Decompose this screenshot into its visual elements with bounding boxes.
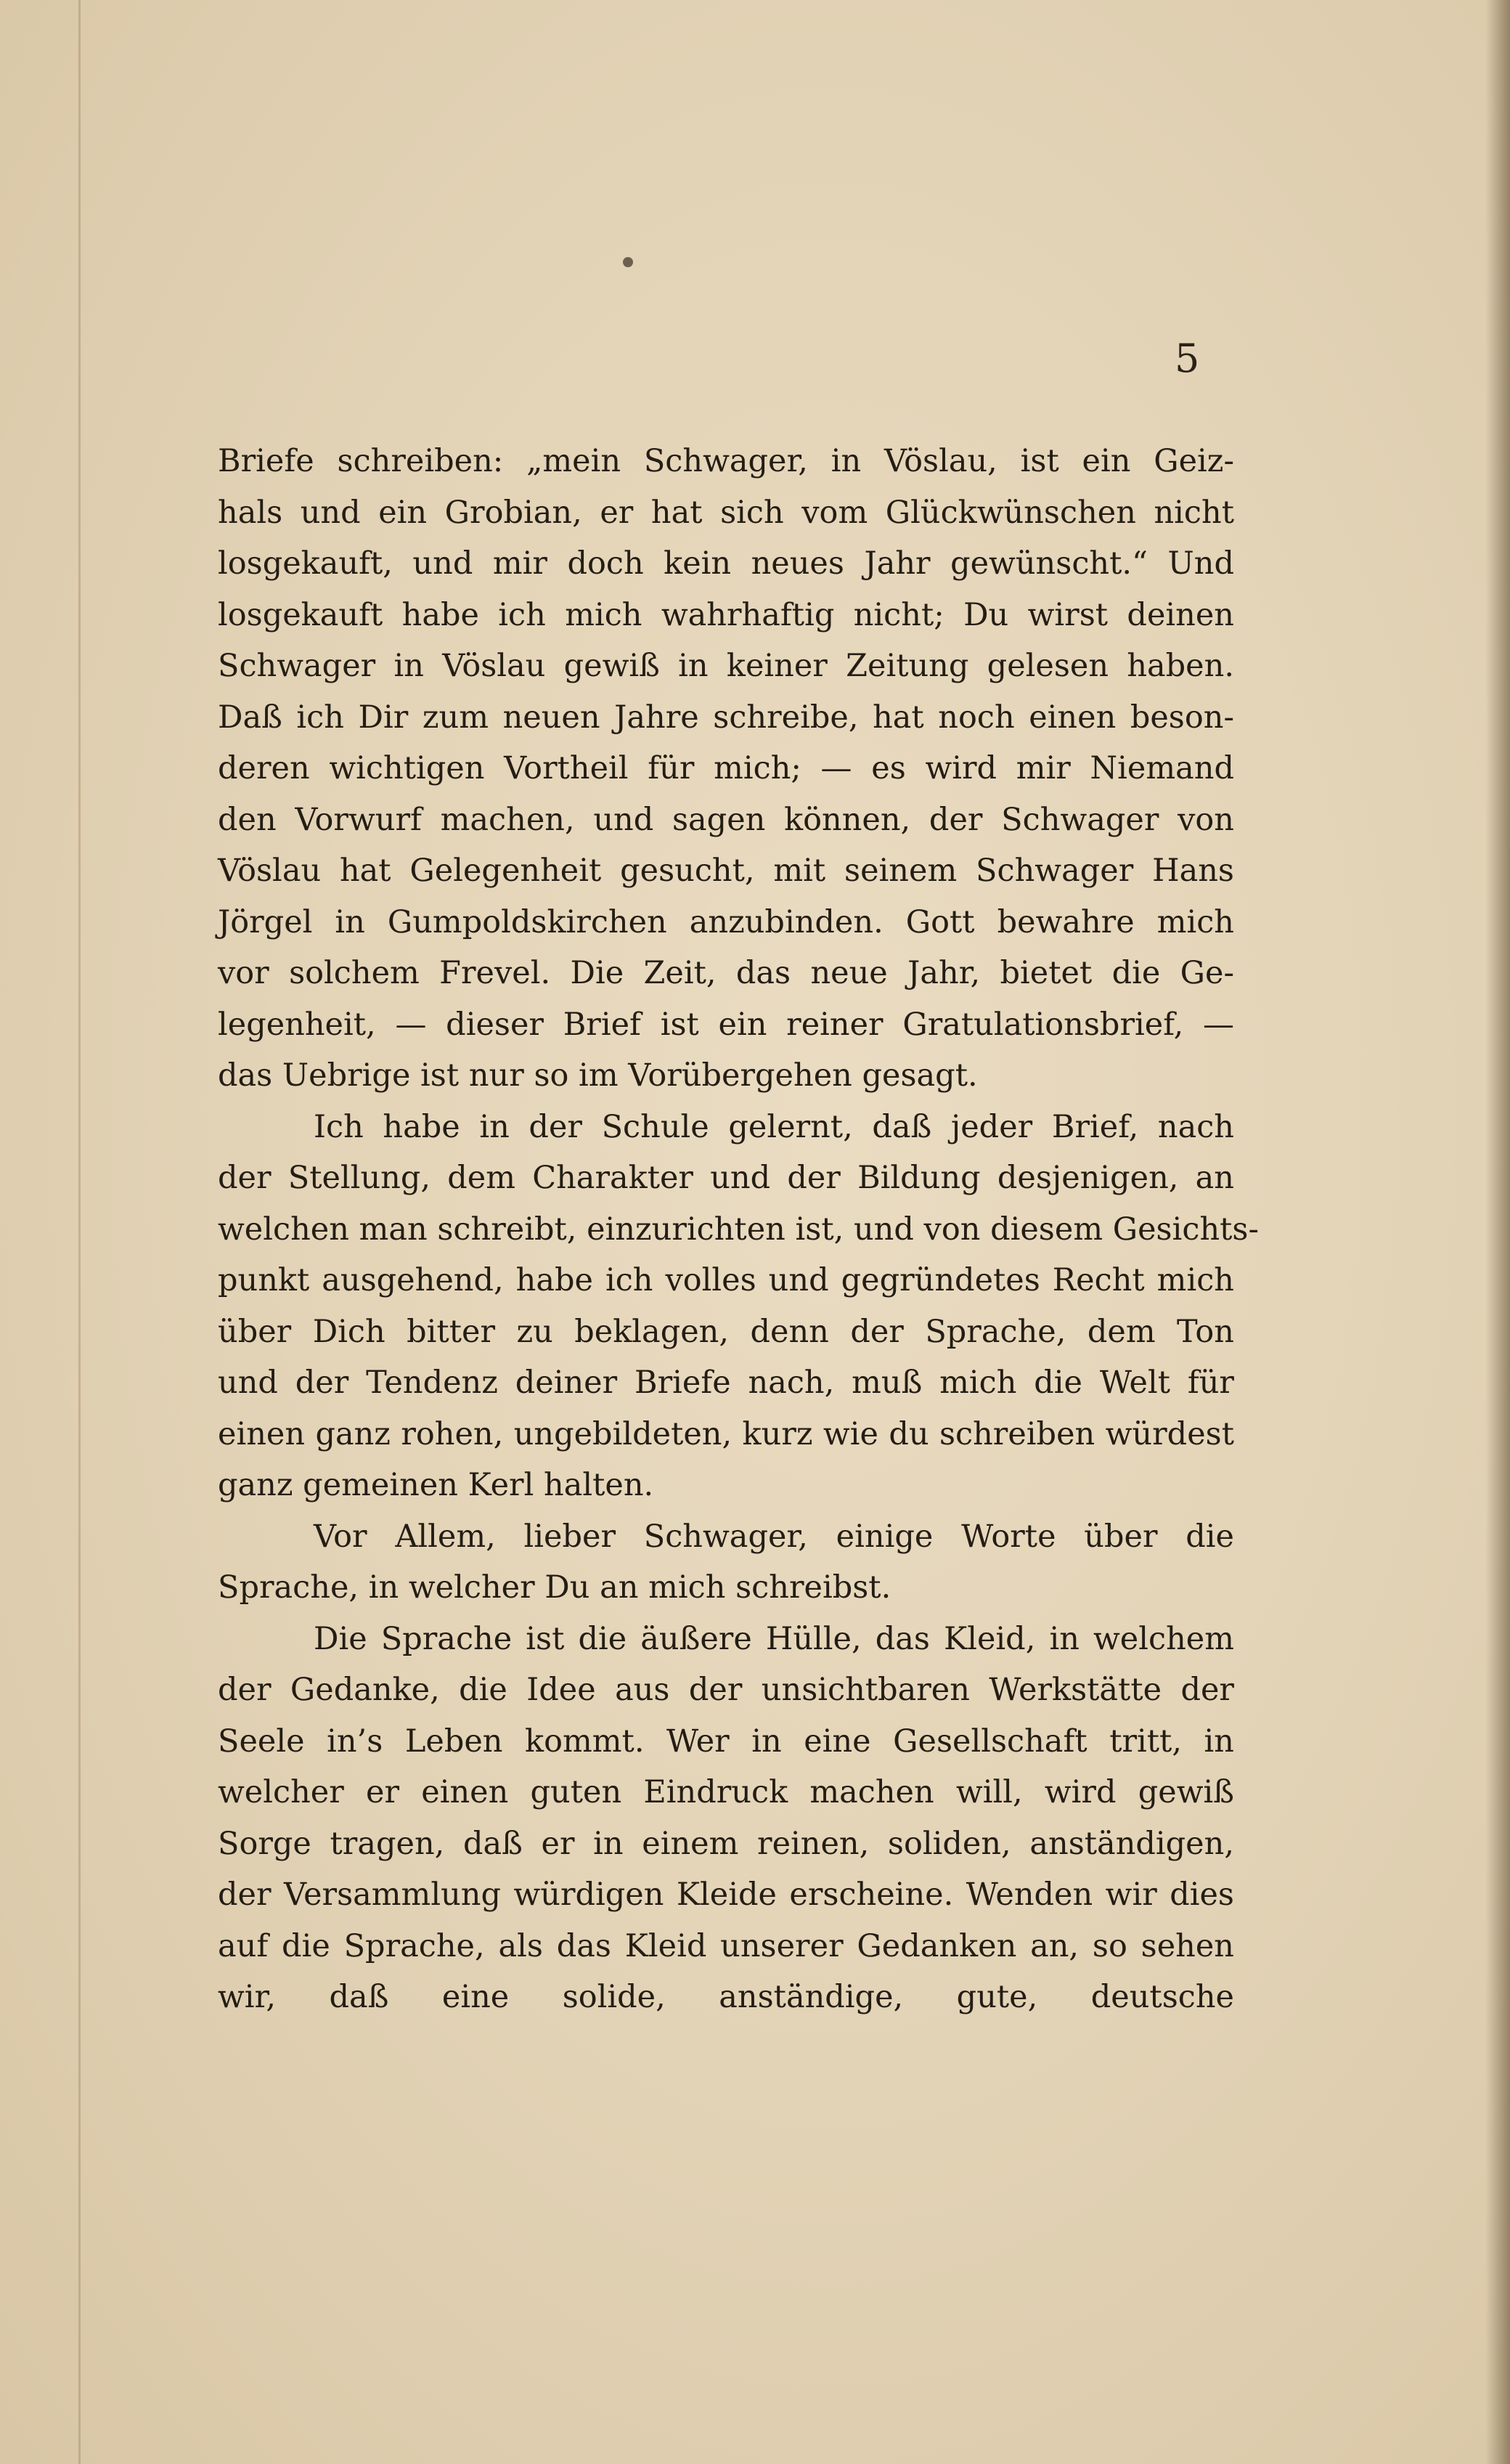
text-line: Seele in’s Leben kommt. Wer in eine Gesellschaft tritt, in	[218, 1723, 1234, 1760]
text-line: einen ganz rohen, ungebildeten, kurz wie du schreiben würdest	[218, 1415, 1234, 1452]
text-line: Vöslau hat Gelegenheit gesucht, mit seinem Schwager Hans	[218, 853, 1234, 889]
text-line: Jörgel in Gumpoldskirchen anzubinden. Gott bewahre mich	[218, 903, 1234, 940]
ink-speck	[623, 257, 633, 267]
text-line: Daß ich Dir zum neuen Jahre schreibe, hat noch einen beson-	[218, 699, 1234, 736]
text-line: legenheit, — dieser Brief ist ein reiner Gratulationsbrief, —	[218, 1006, 1234, 1043]
text-line: Schwager in Vöslau gewiß in keiner Zeitung gelesen haben.	[218, 648, 1234, 684]
text-line: losgekauft, und mir doch kein neues Jahr gewünscht.“ Und	[218, 545, 1234, 582]
text-line: deren wichtigen Vortheil für mich; — es wird mir Niemand	[218, 750, 1234, 786]
text-line: auf die Sprache, als das Kleid unserer Gedanken an, so sehen	[218, 1927, 1234, 1964]
paragraph-end-line: ganz gemeinen Kerl halten.	[218, 1467, 654, 1503]
text-line: der Gedanke, die Idee aus der unsichtbaren Werkstätte der	[218, 1672, 1234, 1708]
text-line: hals und ein Grobian, er hat sich vom Glückwünschen nicht	[218, 494, 1234, 531]
page-edge-shadow	[1485, 0, 1510, 2464]
text-line: der Stellung, dem Charakter und der Bildung desjenigen, an	[218, 1160, 1234, 1196]
text-line: über Dich bitter zu beklagen, denn der Sprache, dem Ton	[218, 1313, 1234, 1350]
page-number: 5	[1175, 336, 1200, 381]
text-line: welcher er einen guten Eindruck machen will, wird gewiß	[218, 1774, 1234, 1810]
text-line-spaced: wir, daß eine solide, anständige, gute, deutsche	[218, 1979, 1234, 2015]
paragraph-start-line: Ich habe in der Schule gelernt, daß jeder Brief, nach	[314, 1108, 1234, 1145]
text-line: Briefe schreiben: „mein Schwager, in Vöslau, ist ein Geiz-	[218, 443, 1234, 479]
text-line: und der Tendenz deiner Briefe nach, muß mich die Welt für	[218, 1365, 1234, 1401]
text-line: den Vorwurf machen, und sagen können, der Schwager von	[218, 801, 1234, 838]
paragraph-end-line: Sprache, in welcher Du an mich schreibst.	[218, 1569, 891, 1606]
text-line: der Versammlung würdigen Kleide erscheine. Wenden wir dies	[218, 1877, 1234, 1913]
paragraph-end-line: das Uebrige ist nur so im Vorübergehen gesagt.	[218, 1057, 978, 1094]
text-line: Sorge tragen, daß er in einem reinen, soliden, anständigen,	[218, 1825, 1234, 1862]
text-line: vor solchem Frevel. Die Zeit, das neue Jahr, bietet die Ge-	[218, 955, 1234, 991]
paragraph-start-line: Die Sprache ist die äußere Hülle, das Kleid, in welchem	[314, 1620, 1234, 1657]
paragraph-start-line: Vor Allem, lieber Schwager, einige Worte über die	[314, 1518, 1234, 1555]
text-line: punkt ausgehend, habe ich volles und gegründetes Recht mich	[218, 1262, 1234, 1298]
text-line: welchen man schreibt, einzurichten ist, und von diesem Gesichts-	[218, 1211, 1260, 1248]
text-line: losgekauft habe ich mich wahrhaftig nicht; Du wirst deinen	[218, 596, 1234, 633]
binding-fold-line	[78, 0, 81, 2464]
body-text	[218, 436, 1260, 2023]
